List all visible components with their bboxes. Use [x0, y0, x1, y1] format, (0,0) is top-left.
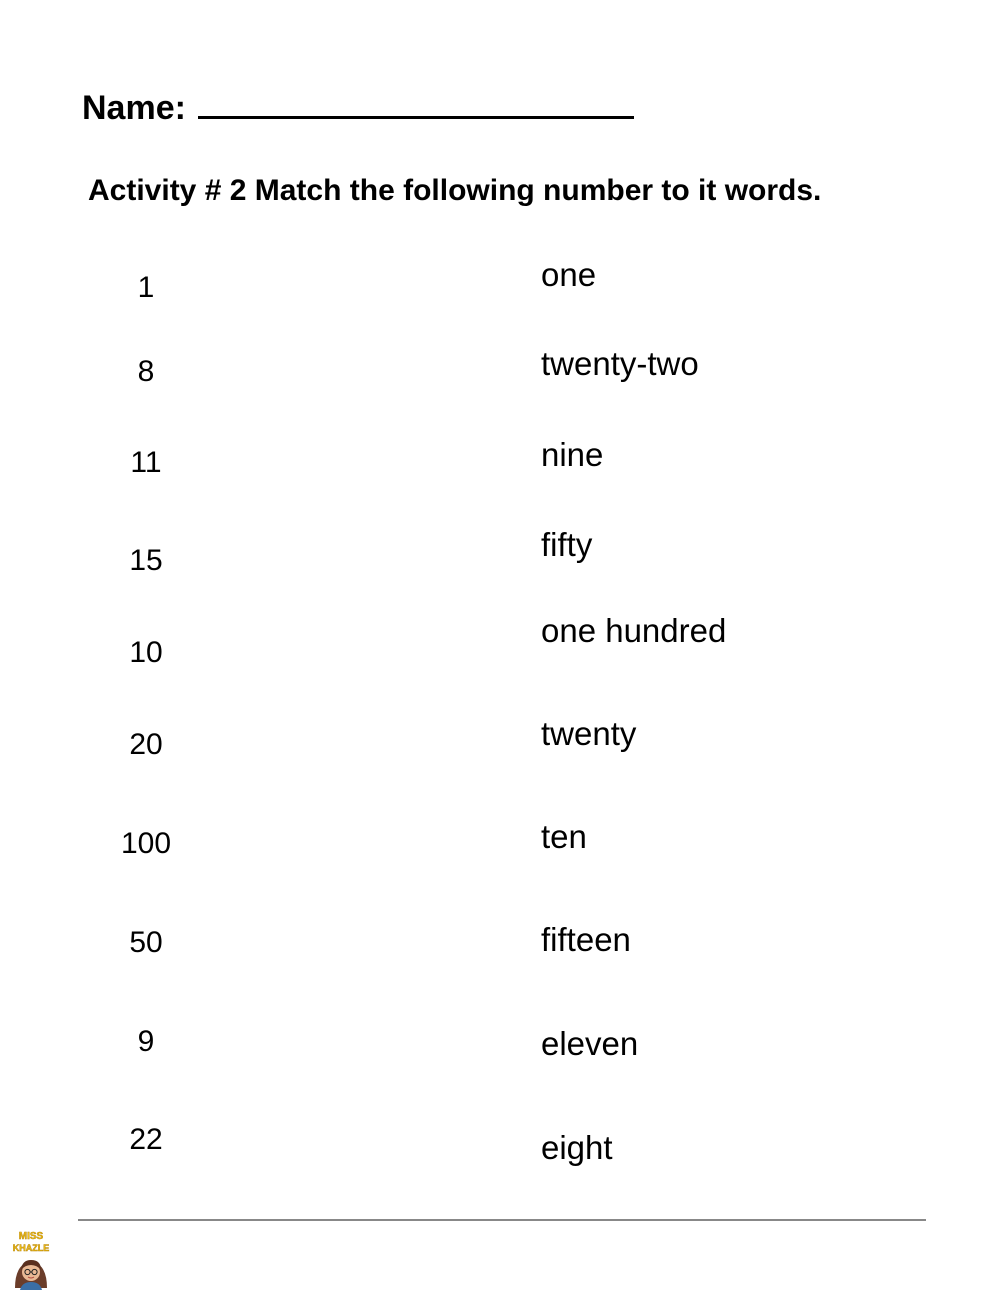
name-label: Name: [82, 89, 186, 127]
word-item[interactable]: fifty [541, 526, 593, 563]
number-item[interactable]: 1 [137, 271, 155, 304]
number-item[interactable]: 20 [129, 728, 163, 761]
number-item[interactable]: 9 [137, 1025, 155, 1058]
activity-title: Activity # 2 Match the following number to it words. [88, 174, 822, 207]
word-item[interactable]: eight [541, 1129, 613, 1166]
word-item[interactable]: eleven [541, 1025, 639, 1062]
word-item[interactable]: nine [541, 436, 604, 473]
number-item[interactable]: 100 [120, 827, 172, 860]
number-item[interactable]: 11 [130, 446, 162, 479]
name-row [82, 86, 634, 128]
word-item[interactable]: twenty-two [541, 345, 699, 382]
name-input-line[interactable] [198, 86, 634, 119]
word-item[interactable]: twenty [541, 715, 637, 752]
number-item[interactable]: 50 [129, 926, 163, 959]
number-item[interactable]: 22 [129, 1123, 163, 1156]
word-item[interactable]: ten [541, 818, 587, 855]
bottom-divider [78, 1219, 926, 1221]
word-item[interactable]: one [541, 256, 597, 293]
word-item[interactable]: one hundred [541, 612, 727, 649]
word-item[interactable]: fifteen [541, 921, 631, 958]
number-item[interactable]: 15 [129, 544, 163, 577]
number-item[interactable]: 10 [129, 636, 163, 669]
svg-text:KHAZLE: KHAZLE [12, 1243, 50, 1253]
svg-text:MISS: MISS [18, 1231, 44, 1242]
avatar-logo-icon [6, 1228, 56, 1290]
number-item[interactable]: 8 [137, 355, 155, 388]
